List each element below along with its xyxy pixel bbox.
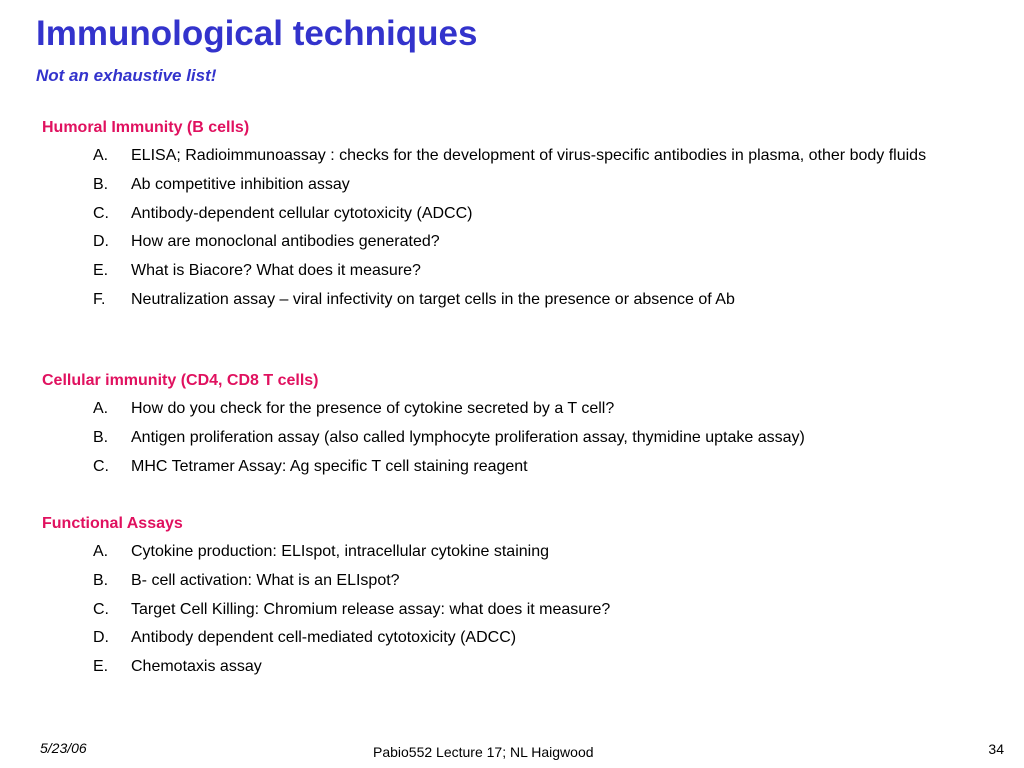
list-item	[42, 289, 1002, 311]
list-item-text: How are monoclonal antibodies generated?	[131, 233, 440, 251]
section-functional-assays	[42, 514, 1002, 685]
list-item-text: Chemotaxis assay	[131, 658, 262, 676]
list-item	[42, 456, 1002, 478]
list-marker: D.	[93, 629, 109, 647]
list-marker: A.	[93, 400, 109, 417]
list-item-text: How do you check for the presence of cytokine secreted by a T cell?	[131, 400, 615, 417]
footer-page-number: 34	[988, 741, 1004, 757]
list-item	[42, 627, 1002, 649]
list-item	[42, 260, 1002, 282]
list-item-text: Ab competitive inhibition assay	[131, 175, 350, 193]
list-marker: C.	[93, 457, 109, 475]
list-item	[42, 570, 1002, 592]
list-marker: D.	[93, 233, 109, 251]
slide-title: Immunological techniques	[36, 14, 478, 53]
list-item	[42, 398, 1002, 420]
list-item-text: ELISA; Radioimmunoassay : checks for the development of virus-specific antibodies in plasma, other body fluids	[131, 147, 927, 164]
list-item	[42, 174, 1002, 196]
list-marker: C.	[93, 600, 109, 618]
footer-date: 5/23/06	[40, 740, 87, 756]
list-item-text: Antigen proliferation assay (also called lymphocyte proliferation assay, thymidine uptake assay)	[131, 428, 805, 446]
list-marker: C.	[93, 204, 109, 222]
section-heading: Humoral Immunity (B cells)	[42, 119, 250, 136]
list-item-text: Neutralization assay – viral infectivity on target cells in the presence or absence of Ab	[131, 290, 735, 308]
list-item-text: Cytokine production: ELIspot, intracellular cytokine staining	[131, 543, 549, 560]
list-item	[42, 427, 1002, 449]
section-humoral-immunity	[42, 118, 1002, 318]
list-item-text: What is Biacore? What does it measure?	[131, 262, 421, 280]
list-item	[42, 541, 1002, 563]
section-cellular-immunity	[42, 371, 1002, 484]
section-heading: Cellular immunity (CD4, CD8 T cells)	[42, 372, 319, 389]
list-item-text: MHC Tetramer Assay: Ag specific T cell staining reagent	[131, 457, 528, 475]
list-marker: E.	[93, 262, 109, 280]
list-item	[42, 599, 1002, 621]
list-item	[42, 656, 1002, 678]
list-item	[42, 203, 1002, 225]
list-marker: B.	[93, 428, 109, 446]
list-item-text: Target Cell Killing: Chromium release assay: what does it measure?	[131, 600, 611, 618]
list-marker: A.	[93, 543, 109, 560]
list-item-text: B- cell activation: What is an ELIspot?	[131, 571, 400, 589]
list-item-text: Antibody-dependent cellular cytotoxicity (ADCC)	[131, 204, 473, 222]
slide-subtitle: Not an exhaustive list!	[36, 66, 217, 85]
list-marker: E.	[93, 658, 109, 676]
list-marker: B.	[93, 571, 109, 589]
list-marker: A.	[93, 147, 109, 164]
section-heading: Functional Assays	[42, 515, 183, 532]
list-item	[42, 145, 1002, 167]
list-item	[42, 231, 1002, 253]
list-marker: B.	[93, 175, 109, 193]
list-item-text: Antibody dependent cell-mediated cytotoxicity (ADCC)	[131, 629, 517, 647]
footer-lecture-info: Pabio552 Lecture 17; NL Haigwood	[373, 744, 594, 760]
list-marker: F.	[93, 290, 106, 308]
